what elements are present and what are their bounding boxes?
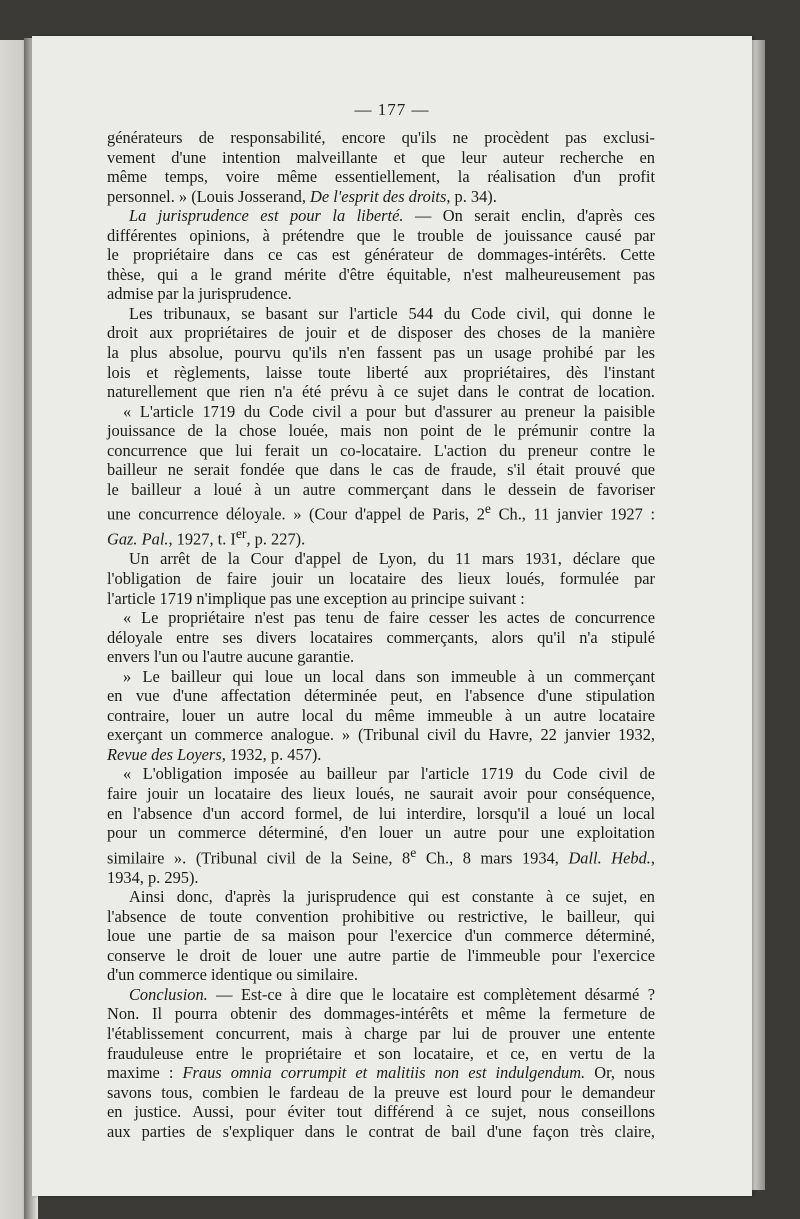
text-line: le propriétaire dans ce cas est générateur de dommages-intérêts. Cette	[107, 245, 655, 265]
text-run: Ch., 11 janvier 1927 :	[490, 504, 655, 524]
text-line	[107, 843, 655, 868]
cited-journal: Gaz. Pal.	[107, 529, 169, 549]
text-line: Ainsi donc, d'après la jurisprudence qui est constante à ce sujet, en	[129, 887, 655, 907]
text-line: droit aux propriétaires de jouir et de disposer des choses de la manière	[107, 323, 655, 343]
text-line: lois et règlements, laisse toute liberté aux propriétaires, dès l'instant	[107, 362, 655, 382]
text-line: savons tous, combien le fardeau de la preuve est lourd pour le demandeur	[107, 1082, 655, 1102]
text-line: différentes opinions, à prétendre que le trouble de jouissance causé par	[107, 225, 655, 245]
text-run: , 1932, p. 457).	[221, 744, 322, 764]
text-line: admise par la jurisprudence.	[107, 284, 292, 304]
text-run: ,	[650, 848, 655, 868]
text-line	[107, 1063, 655, 1083]
text-line	[107, 206, 655, 226]
text-line: l'établissement concurrent, mais à charge par lui de prouver une entente	[107, 1024, 655, 1044]
text-run: Or, nous	[585, 1063, 656, 1083]
cited-journal: Dall. Hebd.	[568, 848, 651, 868]
text-run: similaire ». (Tribunal civil de la Seine, 8	[107, 848, 411, 868]
text-line: conserve le droit de louer une autre partie de l'immeuble pour l'exercice	[107, 945, 655, 965]
text-line: aux parties de s'expliquer dans le contrat de bail d'une façon très claire,	[107, 1121, 655, 1141]
text-line: « Le propriétaire n'est pas tenu de faire cesser les actes de concurrence	[123, 608, 655, 628]
text-line: déloyale entre ses divers locataires commerçants, alors qu'il n'a stipulé	[107, 627, 655, 647]
text-line	[107, 187, 655, 207]
text-line: » Le bailleur qui loue un local dans son immeuble à un commerçant	[123, 666, 655, 686]
text-line: concurrence que lui ferait un co-locataire. L'action du preneur contre le	[107, 440, 655, 460]
superscript: er	[235, 526, 247, 542]
text-line: pour un commerce déterminé, d'en louer un autre pour une exploitation	[107, 823, 655, 843]
text-run: , 1927, t. I	[168, 529, 236, 549]
book-page	[32, 36, 752, 1196]
text-line: faire jouir un locataire des lieux loués, ne saurait avoir pour conséquence,	[107, 783, 655, 803]
text-line: l'obligation de faire jouir un locataire des lieux loués, formulée par	[107, 568, 655, 588]
text-line: exerçant un commerce analogue. » (Tribunal civil du Havre, 22 janvier 1932,	[107, 725, 655, 745]
text-run: , p. 34).	[446, 186, 497, 206]
text-run: , p. 227).	[246, 529, 306, 549]
superscript: e	[484, 501, 491, 517]
text-line	[107, 524, 655, 549]
body-text	[107, 128, 655, 1141]
text-line	[107, 499, 655, 524]
text-line	[107, 745, 655, 765]
text-line: d'un commerce identique ou similaire.	[107, 965, 359, 985]
text-line: Les tribunaux, se basant sur l'article 544 du Code civil, qui donne le	[129, 303, 655, 323]
text-run: maxime :	[107, 1063, 183, 1083]
text-run: personnel. » (Louis Josserand,	[107, 186, 311, 206]
text-line: thèse, qui a le grand mérite d'être équitable, n'est malheureusement pas	[107, 264, 655, 284]
text-line: l'article 1719 n'implique pas une exception au principe suivant :	[107, 588, 525, 608]
text-line: naturellement que rien n'a été prévu à ce sujet dans le contrat de location.	[107, 382, 655, 402]
text-line: contraire, louer un autre local du même immeuble à un autre locataire	[107, 705, 655, 725]
text-line: bailleur ne serait fondée que dans le cas de fraude, s'il était prouvé que	[107, 460, 655, 480]
text-line: générateurs de responsabilité, encore qu'ils ne procèdent pas exclusi-	[107, 128, 655, 147]
latin-maxim: Fraus omnia corrumpit et malitiis non est indulgendum.	[182, 1063, 586, 1083]
text-line: « L'article 1719 du Code civil a pour but d'assurer au preneur la paisible	[123, 401, 655, 421]
text-line	[107, 985, 655, 1005]
section-heading: Conclusion.	[129, 984, 208, 1004]
text-run: une concurrence déloyale. » (Cour d'appel de Paris, 2	[107, 504, 485, 524]
text-line: en vue d'une affectation déterminée peut, en l'absence d'une stipulation	[107, 686, 655, 706]
text-line: en justice. Aussi, pour éviter tout différend à ce sujet, nous conseillons	[107, 1102, 655, 1122]
page-number: — 177 —	[354, 100, 430, 119]
text-line: Non. Il pourra obtenir des dommages-intérêts et même la fermeture de	[107, 1004, 655, 1024]
text-line: envers l'un ou l'autre aucune garantie.	[107, 647, 355, 667]
text-line: même temps, voire même essentiellement, la réalisation d'un profit	[107, 167, 655, 187]
cited-journal: Revue des Loyers	[107, 744, 222, 764]
text-line: la plus absolue, pourvu qu'ils n'en fassent pas un usage prohibé par les	[107, 343, 655, 363]
text-run: — On serait enclin, d'après ces	[403, 206, 655, 226]
text-run: — Est-ce à dire que le locataire est complètement désarmé ?	[207, 984, 655, 1004]
text-line: 1934, p. 295).	[107, 867, 199, 887]
text-line: Un arrêt de la Cour d'appel de Lyon, du 11 mars 1931, déclare que	[129, 549, 655, 569]
text-line: loue une partie de sa maison pour l'exercice d'un commerce déterminé,	[107, 926, 655, 946]
text-line: « L'obligation imposée au bailleur par l'article 1719 du Code civil de	[123, 764, 655, 784]
text-run: Ch., 8 mars 1934,	[416, 848, 569, 868]
text-line: jouissance de la chose louée, mais non point de le prémunir contre la	[107, 421, 655, 441]
superscript: e	[410, 844, 417, 860]
section-heading: La jurisprudence est pour la liberté.	[129, 206, 404, 226]
text-line: vement d'une intention malveillante et que leur auteur recherche en	[107, 147, 655, 167]
text-line: le bailleur a loué à un autre commerçant dans le dessein de favoriser	[107, 479, 655, 499]
cited-title: De l'esprit des droits	[310, 186, 447, 206]
text-line: frauduleuse entre le propriétaire et son locataire, et ce, en vertu de la	[107, 1043, 655, 1063]
text-line: en l'absence d'un accord formel, de lui interdire, lorsqu'il a loué un local	[107, 803, 655, 823]
text-line: l'absence de toute convention prohibitive ou restrictive, le bailleur, qui	[107, 906, 655, 926]
